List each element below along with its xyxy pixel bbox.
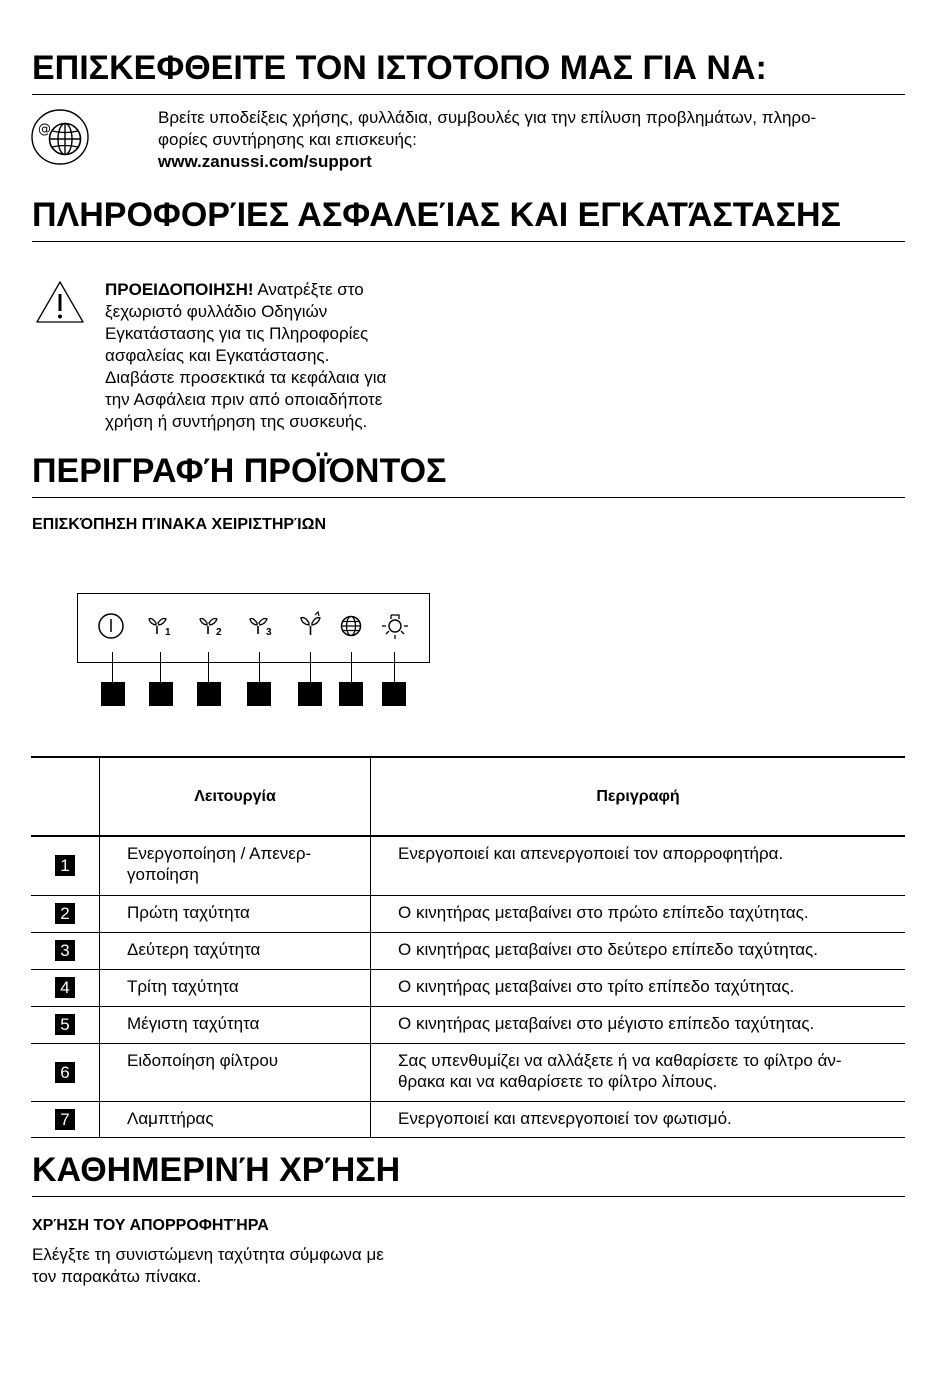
callout-marker-2 xyxy=(149,682,173,706)
power-button-icon xyxy=(96,611,126,641)
website-info-text xyxy=(158,107,908,173)
website-section-heading: ΕΠΙΣΚΕΦΘΕΙΤΕ ΤΟΝ ΙΣΤΟΤΟΠΟ ΜΑΣ ΓΙΑ ΝΑ: xyxy=(32,48,905,95)
table-row xyxy=(31,969,905,1006)
description-text: Σας υπενθυμίζει να αλλάξετε ή να καθαρίσετε το φίλτρο άν- xyxy=(398,1050,842,1070)
item-number-badge: 2 xyxy=(55,903,75,924)
speed-digit-1: 1 xyxy=(165,627,171,638)
warning-line: ασφαλείας και Εγκατάστασης. xyxy=(105,346,330,365)
website-info-line: φορίες συντήρησης και επισκευής: xyxy=(158,130,417,149)
product-description-heading: ΠΕΡΙΓΡΑΦΉ ΠΡΟΪΌΝΤΟΣ xyxy=(32,451,905,498)
item-number-badge: 4 xyxy=(55,977,75,998)
callout-leader-line xyxy=(208,652,209,682)
function-cell: Δεύτερη ταχύτητα xyxy=(100,932,371,969)
description-cell: Ενεργοποιεί και απενεργοποιεί τον απορροφητήρα. xyxy=(398,844,784,863)
function-text: Ενεργοποίηση / Απενερ- xyxy=(127,844,312,863)
svg-text:@: @ xyxy=(38,122,51,137)
number-cell xyxy=(31,969,100,1006)
description-cell: Ο κινητήρας μεταβαίνει στο μέγιστο επίπεδο ταχύτητας. xyxy=(398,1013,815,1033)
function-cell: Ειδοποίηση φίλτρου xyxy=(100,1043,371,1101)
fan-speed-1-icon xyxy=(146,611,176,641)
table-row xyxy=(31,836,905,895)
callout-marker-4 xyxy=(247,682,271,706)
control-functions-table xyxy=(31,756,905,1138)
warning-line: χρήση ή συντήρηση της συσκευής. xyxy=(105,412,368,431)
number-column-header xyxy=(31,757,100,836)
speed-digit-3: 3 xyxy=(266,627,272,638)
table-row xyxy=(31,1006,905,1043)
table-row xyxy=(31,932,905,969)
callout-leader-line xyxy=(351,652,352,682)
fan-speed-3-icon xyxy=(247,611,277,641)
callout-leader-line xyxy=(160,652,161,682)
warning-triangle-icon xyxy=(35,280,85,324)
warning-line: ξεχωριστό φυλλάδιο Οδηγιών xyxy=(105,302,328,321)
number-cell xyxy=(31,895,100,932)
hood-use-subheading: ΧΡΉΣΗ ΤΟΥ ΑΠΟΡΡΟΦΗΤΉΡΑ xyxy=(32,1217,269,1234)
control-panel-overview-subheading: ΕΠΙΣΚΌΠΗΣΗ ΠΊΝΑΚΑ ΧΕΙΡΙΣΤΗΡΊΩΝ xyxy=(32,516,326,533)
safety-section-heading: ΠΛΗΡΟΦΟΡΊΕΣ ΑΣΦΑΛΕΊΑΣ ΚΑΙ ΕΓΚΑΤΆΣΤΑΣΗΣ xyxy=(32,195,905,242)
callout-leader-line xyxy=(310,652,311,682)
function-cell: Μέγιστη ταχύτητα xyxy=(100,1006,371,1043)
number-cell xyxy=(31,1006,100,1043)
hood-use-text xyxy=(32,1244,472,1288)
function-cell xyxy=(100,836,371,895)
table-row xyxy=(31,1101,905,1137)
fan-max-speed-icon xyxy=(296,611,326,641)
item-number-badge: 7 xyxy=(55,1109,75,1130)
number-cell xyxy=(31,836,100,895)
light-bulb-icon xyxy=(380,611,410,641)
callout-marker-6 xyxy=(339,682,363,706)
speed-digit-2: 2 xyxy=(216,627,222,638)
callout-leader-line xyxy=(112,652,113,682)
callout-leader-line xyxy=(394,652,395,682)
callout-marker-5 xyxy=(298,682,322,706)
number-cell xyxy=(31,1043,100,1101)
hood-use-line: τον παρακάτω πίνακα. xyxy=(32,1267,202,1286)
table-row xyxy=(31,895,905,932)
support-url-link[interactable]: www.zanussi.com/support xyxy=(158,152,372,171)
description-cell: Ο κινητήρας μεταβαίνει στο πρώτο επίπεδο ταχύτητας. xyxy=(398,902,809,922)
warning-line: Ανατρέξτε στο xyxy=(253,280,364,299)
warning-label: ΠΡΟΕΙΔΟΠΟΙΗΣΗ! xyxy=(105,280,254,299)
table-row xyxy=(31,1043,905,1101)
description-cell xyxy=(371,1043,906,1101)
daily-use-heading: ΚΑΘΗΜΕΡΙΝΉ ΧΡΉΣΗ xyxy=(32,1150,905,1197)
number-cell xyxy=(31,1101,100,1137)
item-number-badge: 5 xyxy=(55,1014,75,1035)
callout-marker-1 xyxy=(101,682,125,706)
function-cell: Τρίτη ταχύτητα xyxy=(100,969,371,1006)
warning-text xyxy=(105,279,445,433)
function-cell: Πρώτη ταχύτητα xyxy=(100,895,371,932)
hood-use-line: Ελέγξτε τη συνιστώμενη ταχύτητα σύμφωνα με xyxy=(32,1245,384,1264)
warning-line: την Ασφάλεια πριν από οποιαδήποτε xyxy=(105,390,383,409)
website-info-line: Βρείτε υποδείξεις χρήσης, φυλλάδια, συμβουλές για την επίλυση προβλημάτων, πληρο- xyxy=(158,108,817,127)
description-text: θρακα και να καθαρίσετε το φίλτρο λίπους. xyxy=(398,1071,718,1091)
description-column-header: Περιγραφή xyxy=(596,788,680,805)
item-number-badge: 3 xyxy=(55,940,75,961)
warning-line: Εγκατάστασης για τις Πληροφορίες xyxy=(105,324,369,343)
description-cell: Ο κινητήρας μεταβαίνει στο τρίτο επίπεδο ταχύτητας. xyxy=(398,976,795,996)
function-text: γοποίηση xyxy=(127,865,199,884)
description-cell: Ο κινητήρας μεταβαίνει στο δεύτερο επίπεδο ταχύτητας. xyxy=(398,939,818,959)
table-header-row xyxy=(31,757,905,836)
item-number-badge: 6 xyxy=(55,1062,75,1083)
function-column-header: Λειτουργία xyxy=(100,757,371,836)
warning-line: Διαβάστε προσεκτικά τα κεφάλαια για xyxy=(105,368,387,387)
filter-globe-icon xyxy=(336,611,366,641)
globe-at-icon xyxy=(30,108,90,166)
callout-marker-3 xyxy=(197,682,221,706)
description-cell: Ενεργοποιεί και απενεργοποιεί τον φωτισμό. xyxy=(398,1108,732,1128)
item-number-badge: 1 xyxy=(55,855,75,876)
callout-leader-line xyxy=(259,652,260,682)
fan-speed-2-icon xyxy=(197,611,227,641)
function-cell: Λαμπτήρας xyxy=(100,1101,371,1137)
number-cell xyxy=(31,932,100,969)
callout-marker-7 xyxy=(382,682,406,706)
